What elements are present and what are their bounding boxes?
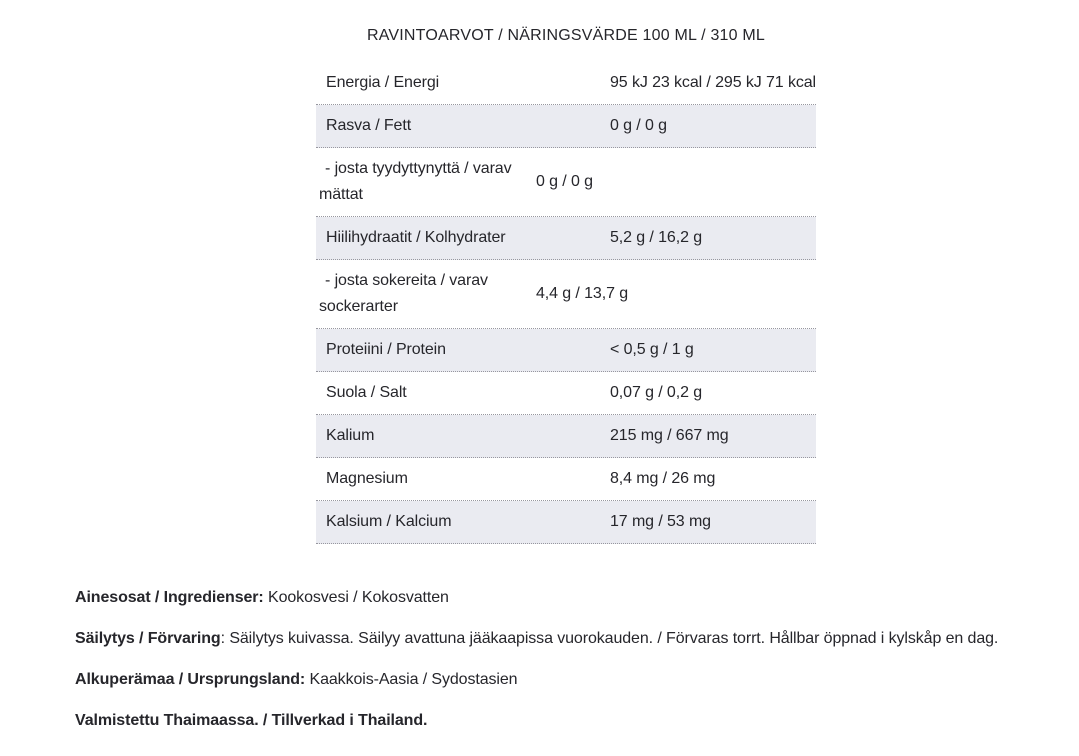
manufactured-label: Valmistettu Thaimaassa. / Tillverkad i Thailand. [75,712,428,729]
nutrition-row-label: - josta tyydyttynyttä / varav mättat [319,160,512,203]
nutrition-row-fat [316,105,816,148]
ingredients-label: Ainesosat / Ingredienser: [75,589,264,606]
origin-paragraph [75,671,1065,689]
storage-text: : Säilytys kuivassa. Säilyy avattuna jääkaapissa vuorokauden. / Förvaras torrt. Hållbar öppnad i kylskåp en dag. [220,630,999,647]
nutrition-row-label: Energia / Energi [326,74,440,91]
nutrition-row-value: 0 g / 0 g [536,173,593,190]
nutrition-row-calcium [316,501,816,544]
nutrition-title: RAVINTOARVOT / NÄRINGSVÄRDE 100 ML / 310 ML [366,27,766,44]
nutrition-row-carbohydrates [316,217,816,260]
nutrition-row-value: 5,2 g / 16,2 g [610,229,703,246]
nutrition-row-value: 4,4 g / 13,7 g [536,285,629,302]
nutrition-row-label: - josta sokereita / varav sockerarter [319,272,488,315]
nutrition-row-saturated-fat [316,148,816,217]
nutrition-row-value: 95 kJ 23 kcal / 295 kJ 71 kcal [610,74,817,91]
nutrition-row-protein [316,329,816,372]
nutrition-row-label: Kalsium / Kalcium [326,513,452,530]
nutrition-row-label: Rasva / Fett [326,117,412,134]
nutrition-row-value: < 0,5 g / 1 g [610,341,694,358]
nutrition-row-potassium [316,415,816,458]
nutrition-row-label: Proteiini / Protein [326,341,446,358]
nutrition-row-value: 17 mg / 53 mg [610,513,711,530]
manufactured-paragraph [75,712,1065,730]
nutrition-table [316,62,816,544]
nutrition-row-label: Kalium [326,427,375,444]
origin-text: Kaakkois-Aasia / Sydostasien [305,671,518,688]
nutrition-row-value: 0 g / 0 g [610,117,667,134]
nutrition-row-value: 0,07 g / 0,2 g [610,384,703,401]
product-details-section [75,589,1065,753]
nutrition-row-magnesium [316,458,816,501]
nutrition-row-salt [316,372,816,415]
nutrition-row-value: 215 mg / 667 mg [610,427,729,444]
nutrition-row-label: Hiilihydraatit / Kolhydrater [326,229,506,246]
nutrition-row-energy [316,62,816,105]
nutrition-row-value: 8,4 mg / 26 mg [610,470,716,487]
nutrition-row-label: Magnesium [326,470,408,487]
origin-label: Alkuperämaa / Ursprungsland: [75,671,306,688]
storage-paragraph [75,630,1065,648]
storage-label: Säilytys / Förvaring [75,630,221,647]
ingredients-text: Kookosvesi / Kokosvatten [263,589,449,606]
nutrition-section [316,27,816,544]
ingredients-paragraph [75,589,1065,607]
nutrition-row-sugars [316,260,816,329]
nutrition-row-label: Suola / Salt [326,384,407,401]
